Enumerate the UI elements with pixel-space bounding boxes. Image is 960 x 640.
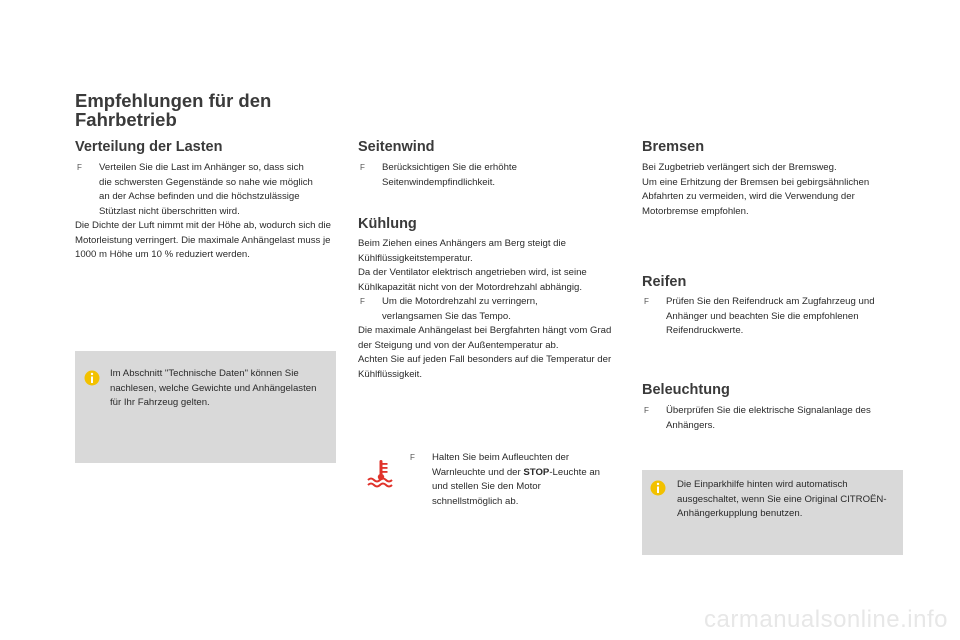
- info-box-technische-daten: [75, 351, 336, 463]
- warning-text: [408, 451, 613, 509]
- kuehlung-p1: Beim Ziehen eines Anhängers am Berg steigt die Kühlflüssigkeitstemperatur.: [358, 238, 566, 264]
- verteilung-text: [75, 161, 337, 263]
- bullet-mark: F: [360, 297, 365, 306]
- info-box-text: Im Abschnitt "Technische Daten" können Sie nachlesen, welche Gewichte und Anhängelasten für Ihr Fahrzeug gelten.: [110, 368, 317, 408]
- info-icon: [650, 480, 666, 496]
- verteilung-paragraph: Die Dichte der Luft nimmt mit der Höhe ab, wodurch sich die Motorleistung verringert. Die maximale Anhängelast muss je 1000 m Höhe um 10 % reduziert werden.: [75, 220, 331, 260]
- info-box-text: Die Einparkhilfe hinten wird automatisch ausgeschaltet, wenn Sie eine Original CITROËN-Anhängerkupplung benutzen.: [677, 479, 887, 519]
- heading-verteilung: Verteilung der Lasten: [75, 139, 223, 155]
- warning-bullet: F Halten Sie beim Aufleuchten der Warnleuchte und der STOP-Leuchte an und stellen Sie den Motor schnellstmöglich ab.: [410, 452, 600, 507]
- heading-beleuchtung: Beleuchtung: [642, 382, 730, 398]
- verteilung-bullet: F Verteilen Sie die Last im Anhänger so, dass sich die schwersten Gegenstände so nahe wie möglich an der Achse befinden und die höchstzulässige Stützlast nicht überschritten wird.: [77, 162, 313, 217]
- bullet-mark: F: [360, 163, 365, 172]
- page-title: Empfehlungen für den Fahrbetrieb: [75, 90, 272, 130]
- bullet-mark: F: [644, 297, 649, 306]
- beleuchtung-text: [642, 404, 904, 433]
- coolant-temperature-icon: [366, 458, 396, 488]
- heading-bremsen: Bremsen: [642, 139, 705, 155]
- info-box-einparkhilfe: [642, 470, 903, 555]
- kuehlung-text: [358, 237, 622, 382]
- heading-seitenwind: Seitenwind: [358, 139, 435, 155]
- watermark: carmanualsonline.info: [704, 606, 948, 633]
- heading-kuehlung: Kühlung: [358, 216, 417, 232]
- bullet-mark: F: [77, 163, 82, 172]
- info-icon: [84, 370, 100, 386]
- stop-label: STOP: [523, 466, 550, 478]
- bremsen-text: [642, 161, 904, 219]
- reifen-text: [642, 295, 904, 339]
- bremsen-p1: Bei Zugbetrieb verlängert sich der Bremsweg.: [642, 162, 837, 173]
- beleuchtung-bullet: F Überprüfen Sie die elektrische Signalanlage des Anhängers.: [644, 405, 871, 431]
- kuehlung-p3: Die maximale Anhängelast bei Bergfahrten hängt vom Grad der Steigung und von der Außentemperatur ab.: [358, 325, 612, 351]
- kuehlung-bullet: F Um die Motordrehzahl zu verringern, verlangsamen Sie das Tempo.: [360, 296, 538, 322]
- kuehlung-p4: Achten Sie auf jeden Fall besonders auf die Temperatur der Kühlflüssigkeit.: [358, 354, 612, 380]
- kuehlung-p2: Da der Ventilator elektrisch angetrieben wird, ist seine Kühlkapazität nicht von der Motordrehzahl abhängig.: [358, 267, 587, 293]
- seitenwind-bullet: F Berücksichtigen Sie die erhöhte Seitenwindempfindlichkeit.: [360, 162, 517, 188]
- bremsen-p2: Um eine Erhitzung der Bremsen bei gebirgsähnlichen Abfahrten zu vermeiden, wird die Verwendung der Motorbremse empfohlen.: [642, 176, 870, 217]
- bullet-mark: F: [410, 453, 415, 462]
- seitenwind-text: [358, 161, 588, 190]
- bullet-mark: F: [644, 406, 649, 415]
- heading-reifen: Reifen: [642, 274, 687, 290]
- reifen-bullet: F Prüfen Sie den Reifendruck am Zugfahrzeug und Anhänger und beachten Sie die empfohlenen Reifendruckwerte.: [644, 296, 875, 336]
